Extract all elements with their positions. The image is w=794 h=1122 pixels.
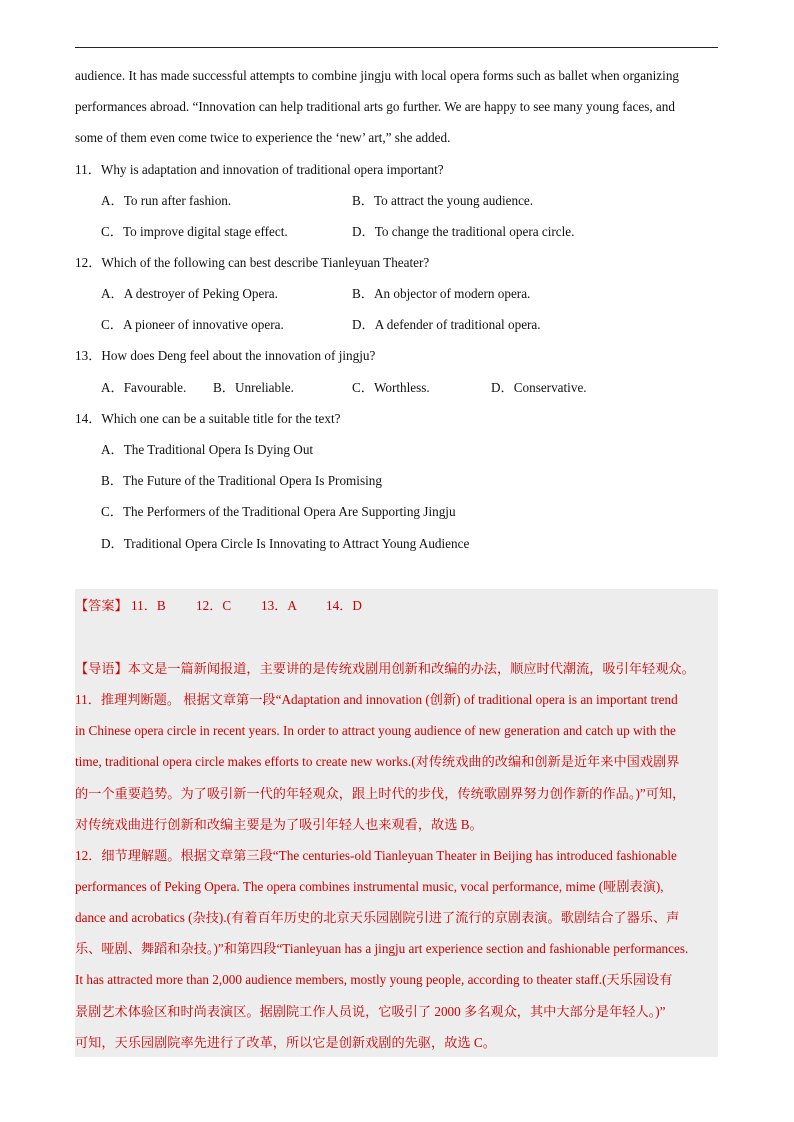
passage-line: some of them even come twice to experience the ‘new’ art,” she added.: [75, 130, 451, 145]
question-stem: 12．Which of the following can best describe Tianleyuan Theater?: [75, 255, 430, 270]
option-a: A．The Traditional Opera Is Dying Out: [101, 442, 314, 457]
option-a: A．To run after fashion.: [101, 193, 232, 208]
explanation-line: 可知，天乐园剧院率先进行了改革，所以它是创新戏剧的先驱，故选 C。: [75, 1035, 496, 1050]
explanation-line: 乐、哑剧、舞蹈和杂技。)”和第四段“Tianleyuan has a jingju art experience section and fashionable performances.: [75, 941, 689, 956]
answer-item: 14．D: [326, 598, 362, 613]
explanation-line: 对传统戏曲进行创新和改编主要是为了吸引年轻人也来观看，故选 B。: [75, 817, 483, 832]
explanation-line: 【导语】本文是一篇新闻报道，主要讲的是传统戏剧用创新和改编的办法，顺应时代潮流，吸引年轻观众。: [75, 661, 695, 676]
explanation-line: 的一个重要趋势。为了吸引新一代的年轻观众，跟上时代的步伐，传统歌剧界努力创作新的作品。)”可知，: [75, 786, 686, 801]
question-stem: 11．Why is adaptation and innovation of traditional opera important?: [75, 162, 444, 177]
option-c: C．A pioneer of innovative opera.: [101, 317, 284, 332]
question-stem: 13．How does Deng feel about the innovation of jingju?: [75, 348, 376, 363]
explanation-line: 景剧艺术体验区和时尚表演区。据剧院工作人员说，它吸引了 2000 多名观众，其中大部分是年轻人。)”: [75, 1004, 666, 1019]
option-d: D．Traditional Opera Circle Is Innovating to Attract Young Audience: [101, 536, 470, 551]
passage-line: audience. It has made successful attempts to combine jingju with local opera forms such as ballet when organizing: [75, 68, 680, 83]
option-a: A．A destroyer of Peking Opera.: [101, 286, 278, 301]
answer-item: 13．A: [261, 598, 297, 613]
option-c: C．The Performers of the Traditional Opera Are Supporting Jingju: [101, 504, 456, 519]
option-d: D．A defender of traditional opera.: [352, 317, 541, 332]
explanation-line: 12．细节理解题。根据文章第三段“The centuries-old Tianleyuan Theater in Beijing has introduced fashionable: [75, 848, 677, 863]
question-stem: 14．Which one can be a suitable title for the text?: [75, 411, 341, 426]
option-c: C．Worthless.: [352, 380, 430, 395]
option-a: A．Favourable.: [101, 380, 187, 395]
explanation-line: time, traditional opera circle makes efforts to create new works.(对传统戏曲的改编和创新是近年来中国戏剧界: [75, 754, 680, 769]
explanation-line: dance and acrobatics (杂技).(有着百年历史的北京天乐园剧院引进了流行的京剧表演。歌剧结合了器乐、声: [75, 910, 680, 925]
explanation-line: It has attracted more than 2,000 audience members, mostly young people, according to theater staff.(天乐园设有: [75, 972, 673, 987]
option-b: B．To attract the young audience.: [352, 193, 534, 208]
explanation-line: performances of Peking Opera. The opera combines instrumental music, vocal performance, mime (哑剧表演),: [75, 879, 664, 894]
option-b: B．Unreliable.: [213, 380, 294, 395]
answer-label: 【答案】: [75, 598, 128, 613]
answer-item: 11．B: [131, 598, 166, 613]
option-b: B．The Future of the Traditional Opera Is Promising: [101, 473, 382, 488]
option-c: C．To improve digital stage effect.: [101, 224, 288, 239]
answer-item: 12．C: [196, 598, 232, 613]
explanation-line: in Chinese opera circle in recent years. In order to attract young audience of new generation and catch up with the: [75, 723, 676, 738]
passage-line: performances abroad. “Innovation can help traditional arts go further. We are happy to see many young faces, and: [75, 99, 675, 114]
option-b: B．An objector of modern opera.: [352, 286, 531, 301]
explanation-line: 11．推理判断题。 根据文章第一段“Adaptation and innovation (创新) of traditional opera is an important trend: [75, 692, 678, 707]
header-rule: [75, 47, 718, 48]
option-d: D．Conservative.: [491, 380, 587, 395]
option-d: D．To change the traditional opera circle.: [352, 224, 575, 239]
